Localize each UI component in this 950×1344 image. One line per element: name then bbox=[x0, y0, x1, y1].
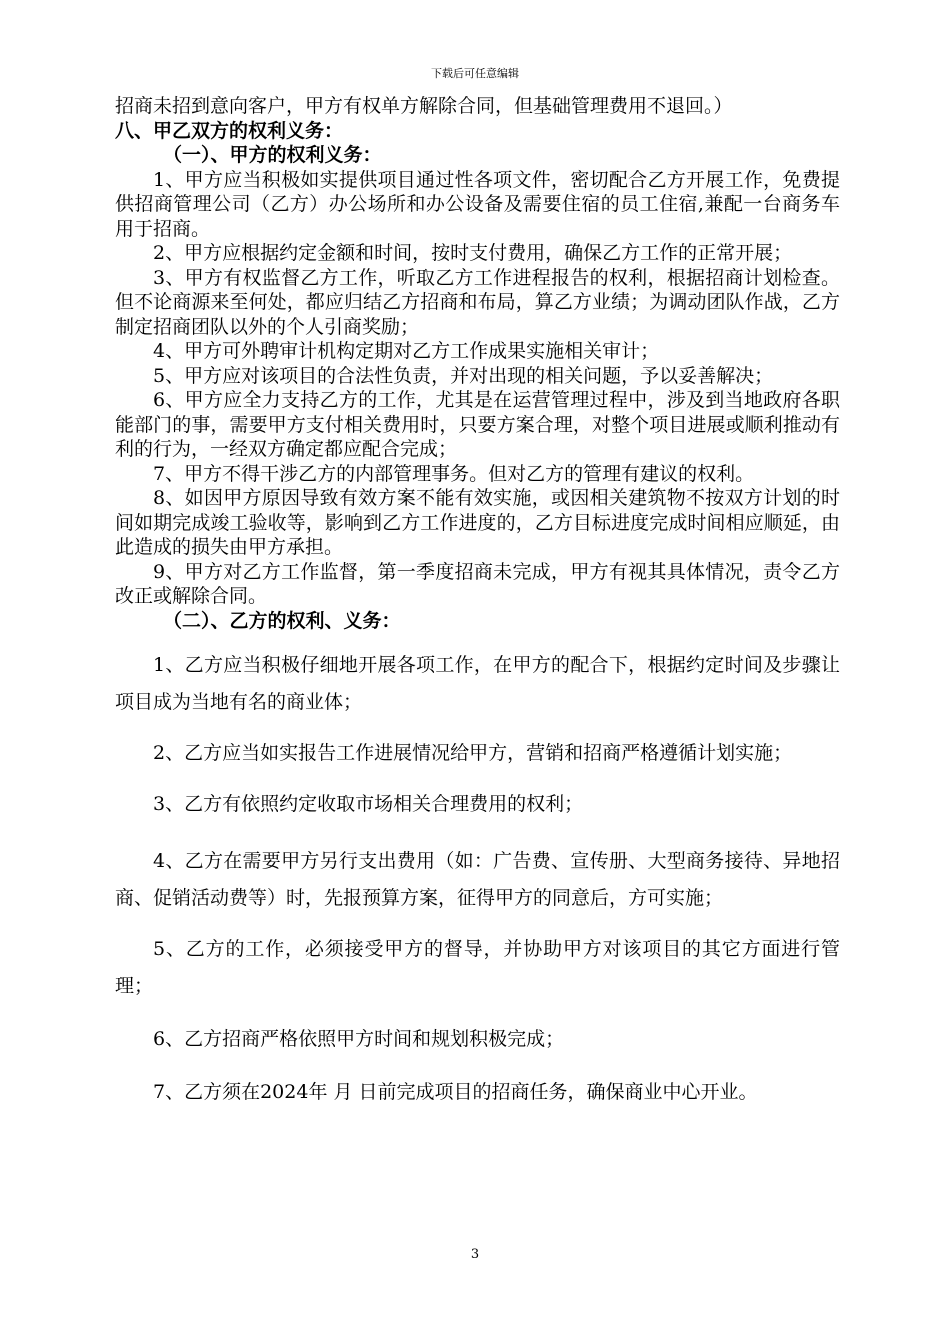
party-b-item: 1、乙方应当积极仔细地开展各项工作，在甲方的配合下，根据约定时间及步骤让项目成为当地有名的商业体； bbox=[115, 654, 840, 713]
party-a-item: 6、甲方应全力支持乙方的工作，尤其是在运营管理过程中，涉及到当地政府各职能部门的事，需要甲方支付相关费用时，只要方案合理，对整个项目进展或顺利推动有利的行为，一经双方确定都应配合完成； bbox=[115, 389, 840, 460]
section-title: 八、甲乙双方的权利义务： bbox=[115, 119, 344, 142]
party-b-item: 6、乙方招商严格依照甲方时间和规划积极完成； bbox=[153, 1028, 565, 1050]
party-a-item: 8、如因甲方原因导致有效方案不能有效实施，或因相关建筑物不按双方计划的时间如期完成竣工验收等，影响到乙方工作进度的，乙方目标进度完成时间相应顺延，由此造成的损失由甲方承担。 bbox=[115, 487, 840, 558]
page-number: 3 bbox=[470, 1247, 480, 1262]
party-a-item: 9、甲方对乙方工作监督，第一季度招商未完成，甲方有视其具体情况，责令乙方改正或解除合同。 bbox=[115, 560, 840, 607]
party-b-item: 4、乙方在需要甲方另行支出费用（如：广告费、宣传册、大型商务接待、异地招商、促销活动费等）时，先报预算方案，征得甲方的同意后，方可实施； bbox=[115, 850, 840, 909]
party-a-item: 1、甲方应当积极如实提供项目通过性各项文件，密切配合乙方开展工作，免费提供招商管理公司（乙方）办公场所和办公设备及需要住宿的员工住宿,兼配一台商务车用于招商。 bbox=[115, 168, 840, 240]
document-body bbox=[115, 94, 840, 1111]
party-b-item: 5、乙方的工作，必须接受甲方的督导，并协助甲方对该项目的其它方面进行管理； bbox=[115, 938, 840, 997]
intro-paragraph: 招商未招到意向客户，甲方有权单方解除合同，但基础管理费用不退回。） bbox=[115, 95, 733, 117]
party-a-title: （一）、甲方的权利义务： bbox=[163, 144, 382, 166]
party-b-title: （二）、乙方的权利、义务： bbox=[163, 609, 401, 632]
party-a-item: 7、甲方不得干涉乙方的内部管理事务。但对乙方的管理有建议的权利。 bbox=[153, 462, 755, 485]
party-a-item: 5、甲方应对该项目的合法性负责，并对出现的相关问题，予以妥善解决； bbox=[153, 364, 774, 387]
party-a-item: 3、甲方有权监督乙方工作，听取乙方工作进程报告的权利，根据招商计划检查。但不论商源来至何处，都应归结乙方招商和布局，算乙方业绩；为调动团队作战，乙方制定招商团队以外的个人引商奖励； bbox=[115, 266, 840, 338]
party-b-item: 3、乙方有依照约定收取市场相关合理费用的权利； bbox=[153, 793, 584, 815]
party-a-item: 2、甲方应根据约定金额和时间，按时支付费用，确保乙方工作的正常开展； bbox=[153, 242, 793, 264]
party-b-item: 7、乙方须在2024年 月 日前完成项目的招商任务，确保商业中心开业。 bbox=[153, 1081, 758, 1103]
party-a-item: 4、甲方可外聘审计机构定期对乙方工作成果实施相关审计； bbox=[153, 340, 660, 362]
header-note: 下载后可任意编辑 bbox=[431, 67, 519, 80]
party-b-item: 2、乙方应当如实报告工作进展情况给甲方，营销和招商严格遵循计划实施； bbox=[153, 742, 793, 764]
